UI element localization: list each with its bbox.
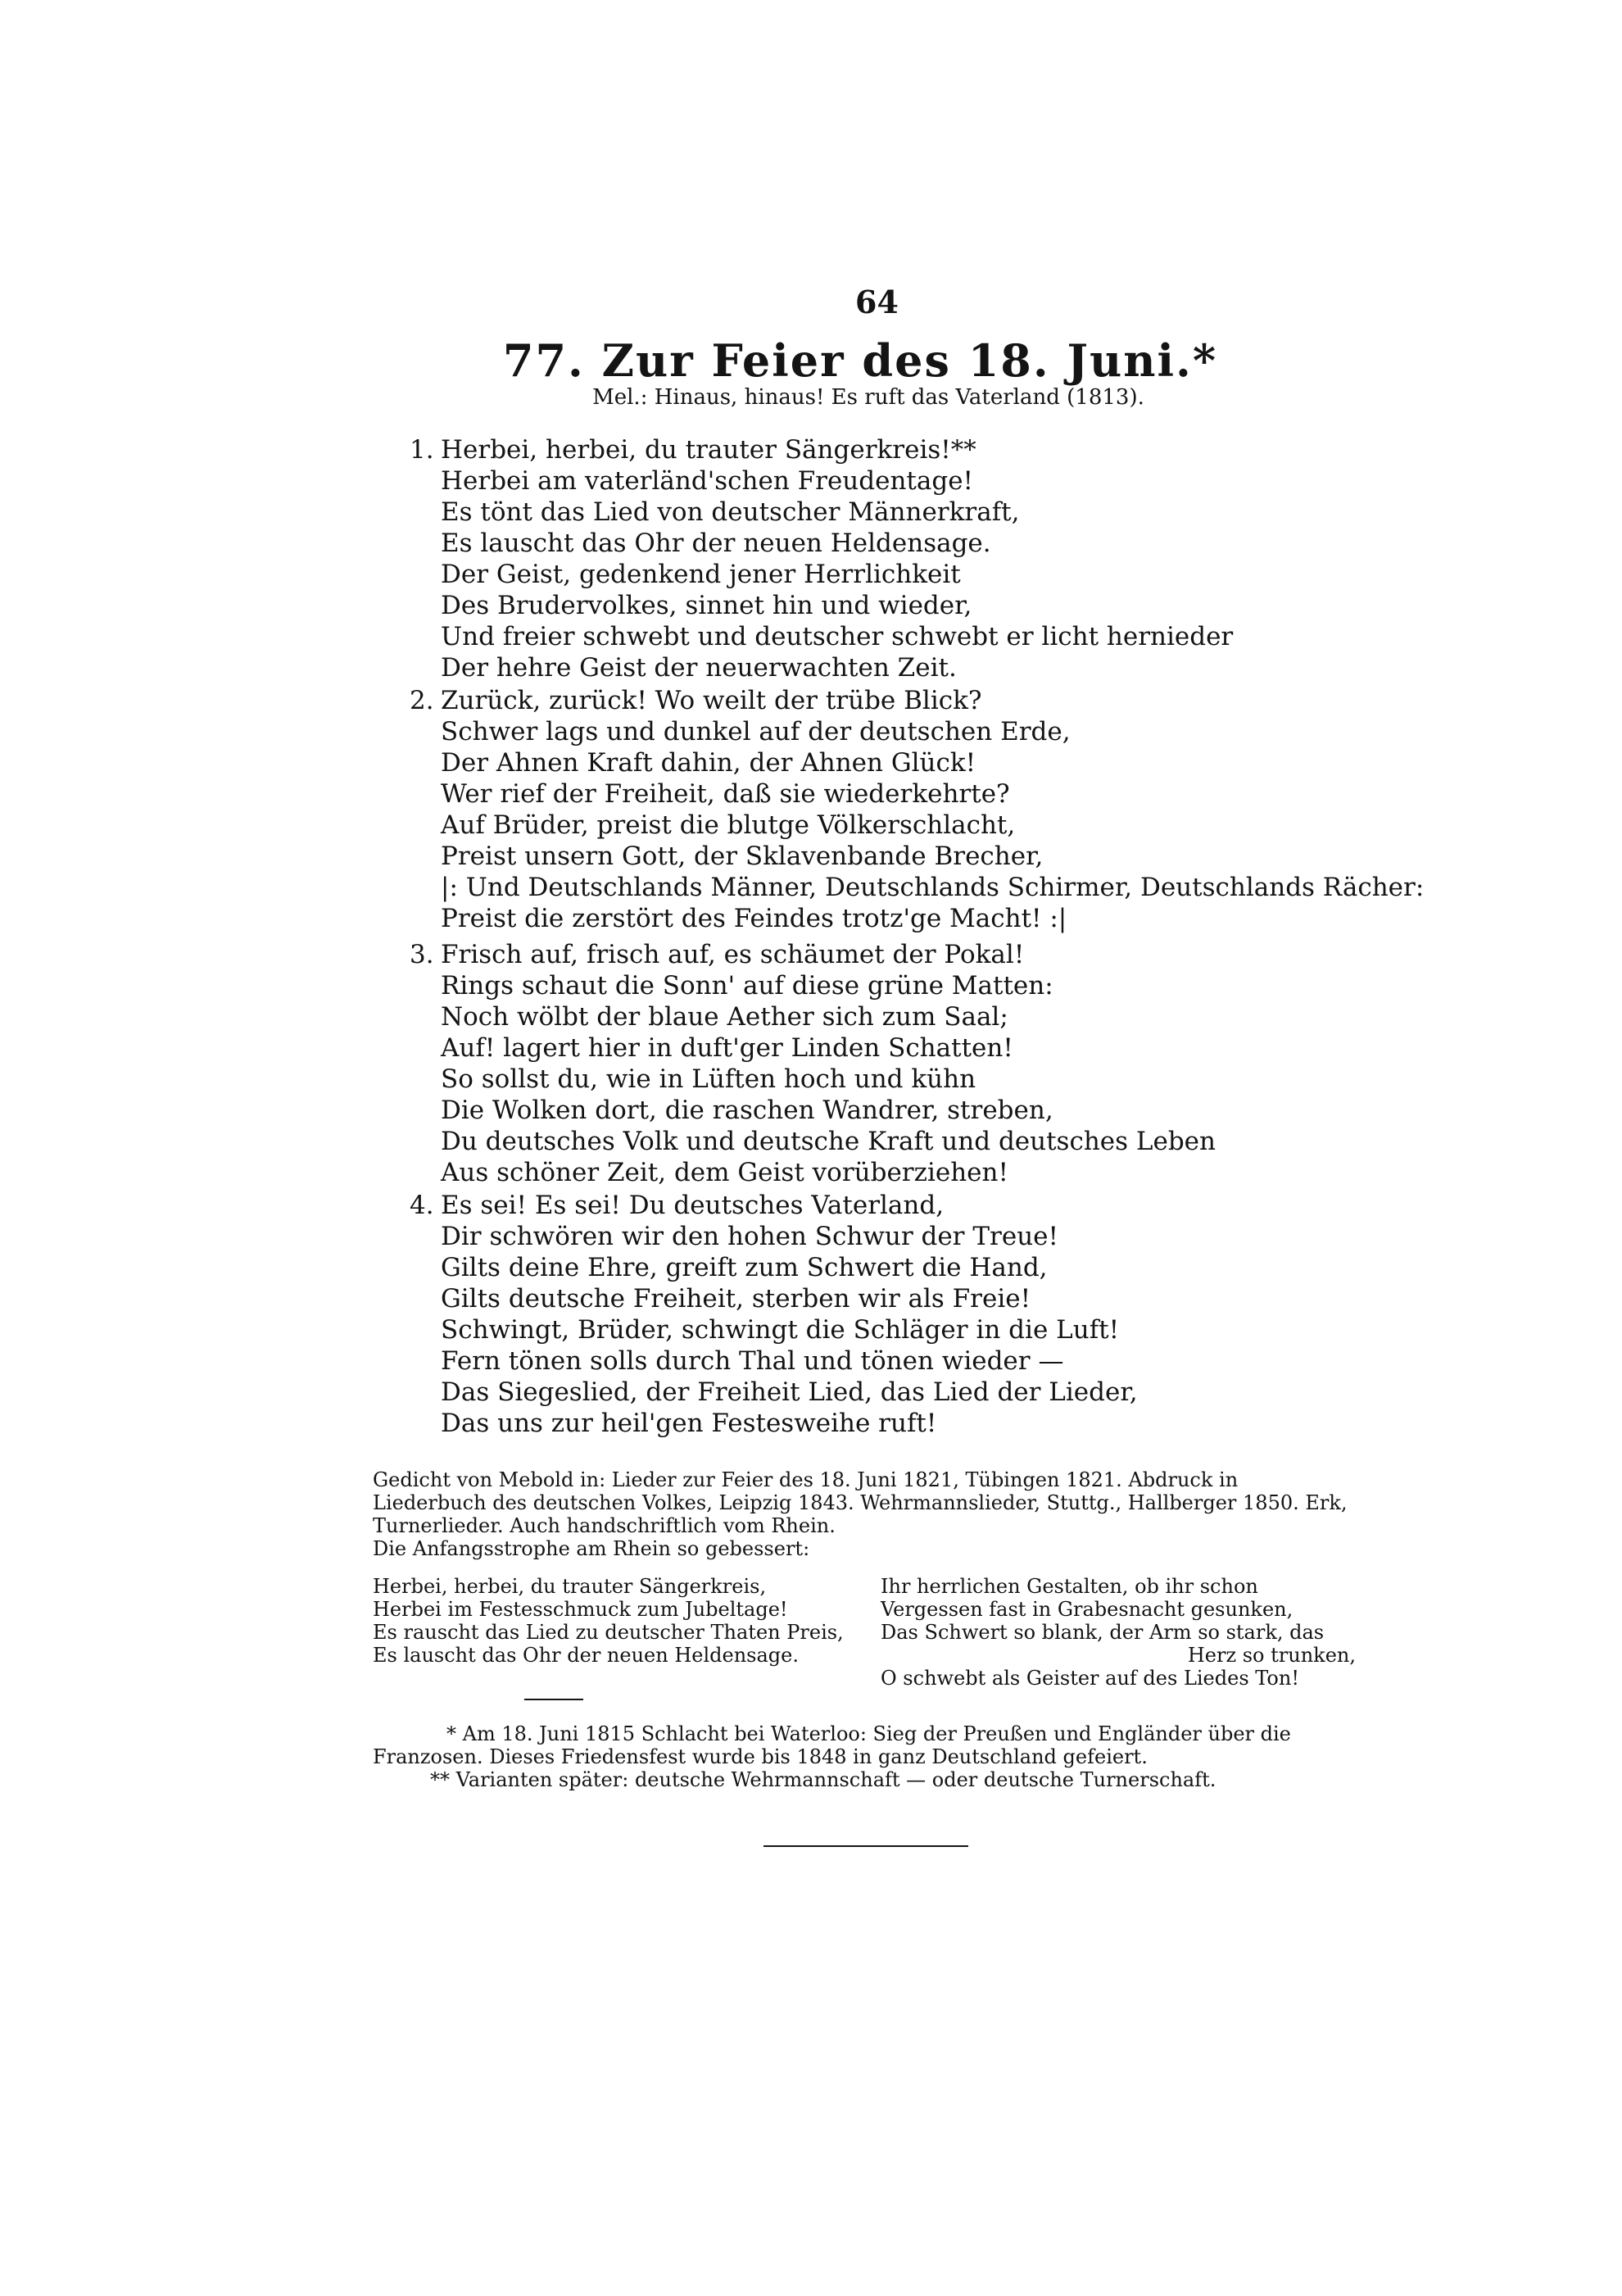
variant-line: Herbei, herbei, du trauter Sängerkreis, [373, 1575, 767, 1598]
verse-line: Der Geist, gedenkend jener Herrlichkeit [441, 560, 961, 589]
source-note-line: Turnerlieder. Auch handschriftlich vom Rhein. [373, 1514, 836, 1537]
source-note [373, 1468, 1356, 1560]
verse-line: Schwer lags und dunkel auf der deutschen Erde, [441, 717, 1071, 746]
verse-line: Aus schöner Zeit, dem Geist vorüberziehen! [441, 1158, 1008, 1187]
verse-line: Das Siegeslied, der Freiheit Lied, das Lied der Lieder, [441, 1377, 1138, 1407]
variant-right-column [881, 1575, 1356, 1690]
verse-line: Schwingt, Brüder, schwingt die Schläger in die Luft! [441, 1315, 1120, 1345]
verse-line: |: Und Deutschlands Männer, Deutschlands Schirmer, Deutschlands Rächer: [441, 873, 1425, 902]
footnote-line: * Am 18. Juni 1815 Schlacht bei Waterloo: Sieg der Preußen und Engländer über die [446, 1722, 1291, 1745]
stanza-number: 4. [410, 1191, 434, 1220]
verse-line: Gilts deutsche Freiheit, sterben wir als Freie! [441, 1284, 1031, 1314]
short-divider [524, 1699, 583, 1700]
footnotes [373, 1722, 1356, 1791]
verse-line: Noch wölbt der blaue Aether sich zum Saal; [441, 1002, 1008, 1032]
variant-line: Es lauscht das Ohr der neuen Heldensage. [373, 1644, 799, 1667]
verse-line: Herbei, herbei, du trauter Sängerkreis!** [441, 435, 976, 465]
footnote-line: Franzosen. Dieses Friedensfest wurde bis 1848 in ganz Deutschland gefeiert. [373, 1745, 1148, 1768]
stanza-number: 2. [410, 686, 434, 715]
verse-line: Du deutsches Volk und deutsche Kraft und deutsches Leben [441, 1127, 1216, 1156]
verse-line: Die Wolken dort, die raschen Wandrer, streben, [441, 1096, 1053, 1125]
verse-line: Auf! lagert hier in duft'ger Linden Schatten! [441, 1033, 1013, 1063]
melody-line: Mel.: Hinaus, hinaus! Es ruft das Vaterland (1813). [592, 385, 1144, 410]
variant-line: Herz so trunken, [1187, 1644, 1356, 1667]
page-number: 64 [855, 284, 899, 320]
verse-line: Gilts deine Ehre, greift zum Schwert die Hand, [441, 1253, 1048, 1282]
verse-line: Der Ahnen Kraft dahin, der Ahnen Glück! [441, 748, 976, 778]
verse-line: Herbei am vaterländ'schen Freudentage! [441, 466, 974, 496]
stanza-2 [410, 685, 1424, 934]
verse-line: Der hehre Geist der neuerwachten Zeit. [441, 653, 957, 683]
stanza-3 [410, 939, 1216, 1188]
stanza-number: 1. [410, 435, 434, 465]
verse-line: Es tönt das Lied von deutscher Männerkraft, [441, 497, 1020, 527]
verse-line: Fern tönen solls durch Thal und tönen wieder — [441, 1346, 1064, 1376]
variant-line: Herbei im Festesschmuck zum Jubeltage! [373, 1598, 788, 1621]
verse-line: Preist unsern Gott, der Sklavenbande Brecher, [441, 842, 1044, 871]
variant-line: O schwebt als Geister auf des Liedes Ton! [881, 1667, 1299, 1690]
variant-line: Ihr herrlichen Gestalten, ob ihr schon [881, 1575, 1258, 1598]
verse-line: So sollst du, wie in Lüften hoch und kühn [441, 1064, 976, 1094]
variant-line: Vergessen fast in Grabesnacht gesunken, [881, 1598, 1294, 1621]
stanza-4 [410, 1190, 1138, 1439]
verse-line: Wer rief der Freiheit, daß sie wiederkehrte? [441, 779, 1010, 809]
page-end-divider [763, 1845, 968, 1847]
verse-line: Und freier schwebt und deutscher schwebt er licht hernieder [441, 622, 1234, 651]
source-note-line: Liederbuch des deutschen Volkes, Leipzig 1843. Wehrmannslieder, Stuttg., Hallberger 1850. Erk, [373, 1491, 1348, 1514]
verse-line: Rings schaut die Sonn' auf diese grüne Matten: [441, 971, 1053, 1001]
verse-line: Das uns zur heil'gen Festesweihe ruft! [441, 1409, 937, 1438]
footnote-line: ** Varianten später: deutsche Wehrmannschaft — oder deutsche Turnerschaft. [430, 1768, 1216, 1791]
stanza-1 [410, 434, 1233, 683]
poem-title: 77. Zur Feier des 18. Juni.* [502, 334, 1218, 387]
verse-line: Zurück, zurück! Wo weilt der trübe Blick? [441, 686, 982, 715]
variant-line: Das Schwert so blank, der Arm so stark, das [881, 1621, 1325, 1644]
variant-left-column [373, 1575, 844, 1667]
stanza-number: 3. [410, 940, 434, 969]
source-note-line: Die Anfangsstrophe am Rhein so gebessert: [373, 1537, 810, 1560]
verse-line: Auf Brüder, preist die blutge Völkerschlacht, [441, 810, 1016, 840]
verse-line: Es sei! Es sei! Du deutsches Vaterland, [441, 1191, 945, 1220]
variant-line: Es rauscht das Lied zu deutscher Thaten Preis, [373, 1621, 844, 1644]
verse-line: Des Brudervolkes, sinnet hin und wieder, [441, 591, 972, 620]
verse-line: Frisch auf, frisch auf, es schäumet der Pokal! [441, 940, 1025, 969]
verse-line: Dir schwören wir den hohen Schwur der Treue! [441, 1222, 1058, 1251]
source-note-line: Gedicht von Mebold in: Lieder zur Feier des 18. Juni 1821, Tübingen 1821. Abdruck in [373, 1468, 1239, 1491]
verse-line: Es lauscht das Ohr der neuen Heldensage. [441, 529, 991, 558]
verse-line: Preist die zerstört des Feindes trotz'ge Macht! :| [441, 904, 1067, 933]
